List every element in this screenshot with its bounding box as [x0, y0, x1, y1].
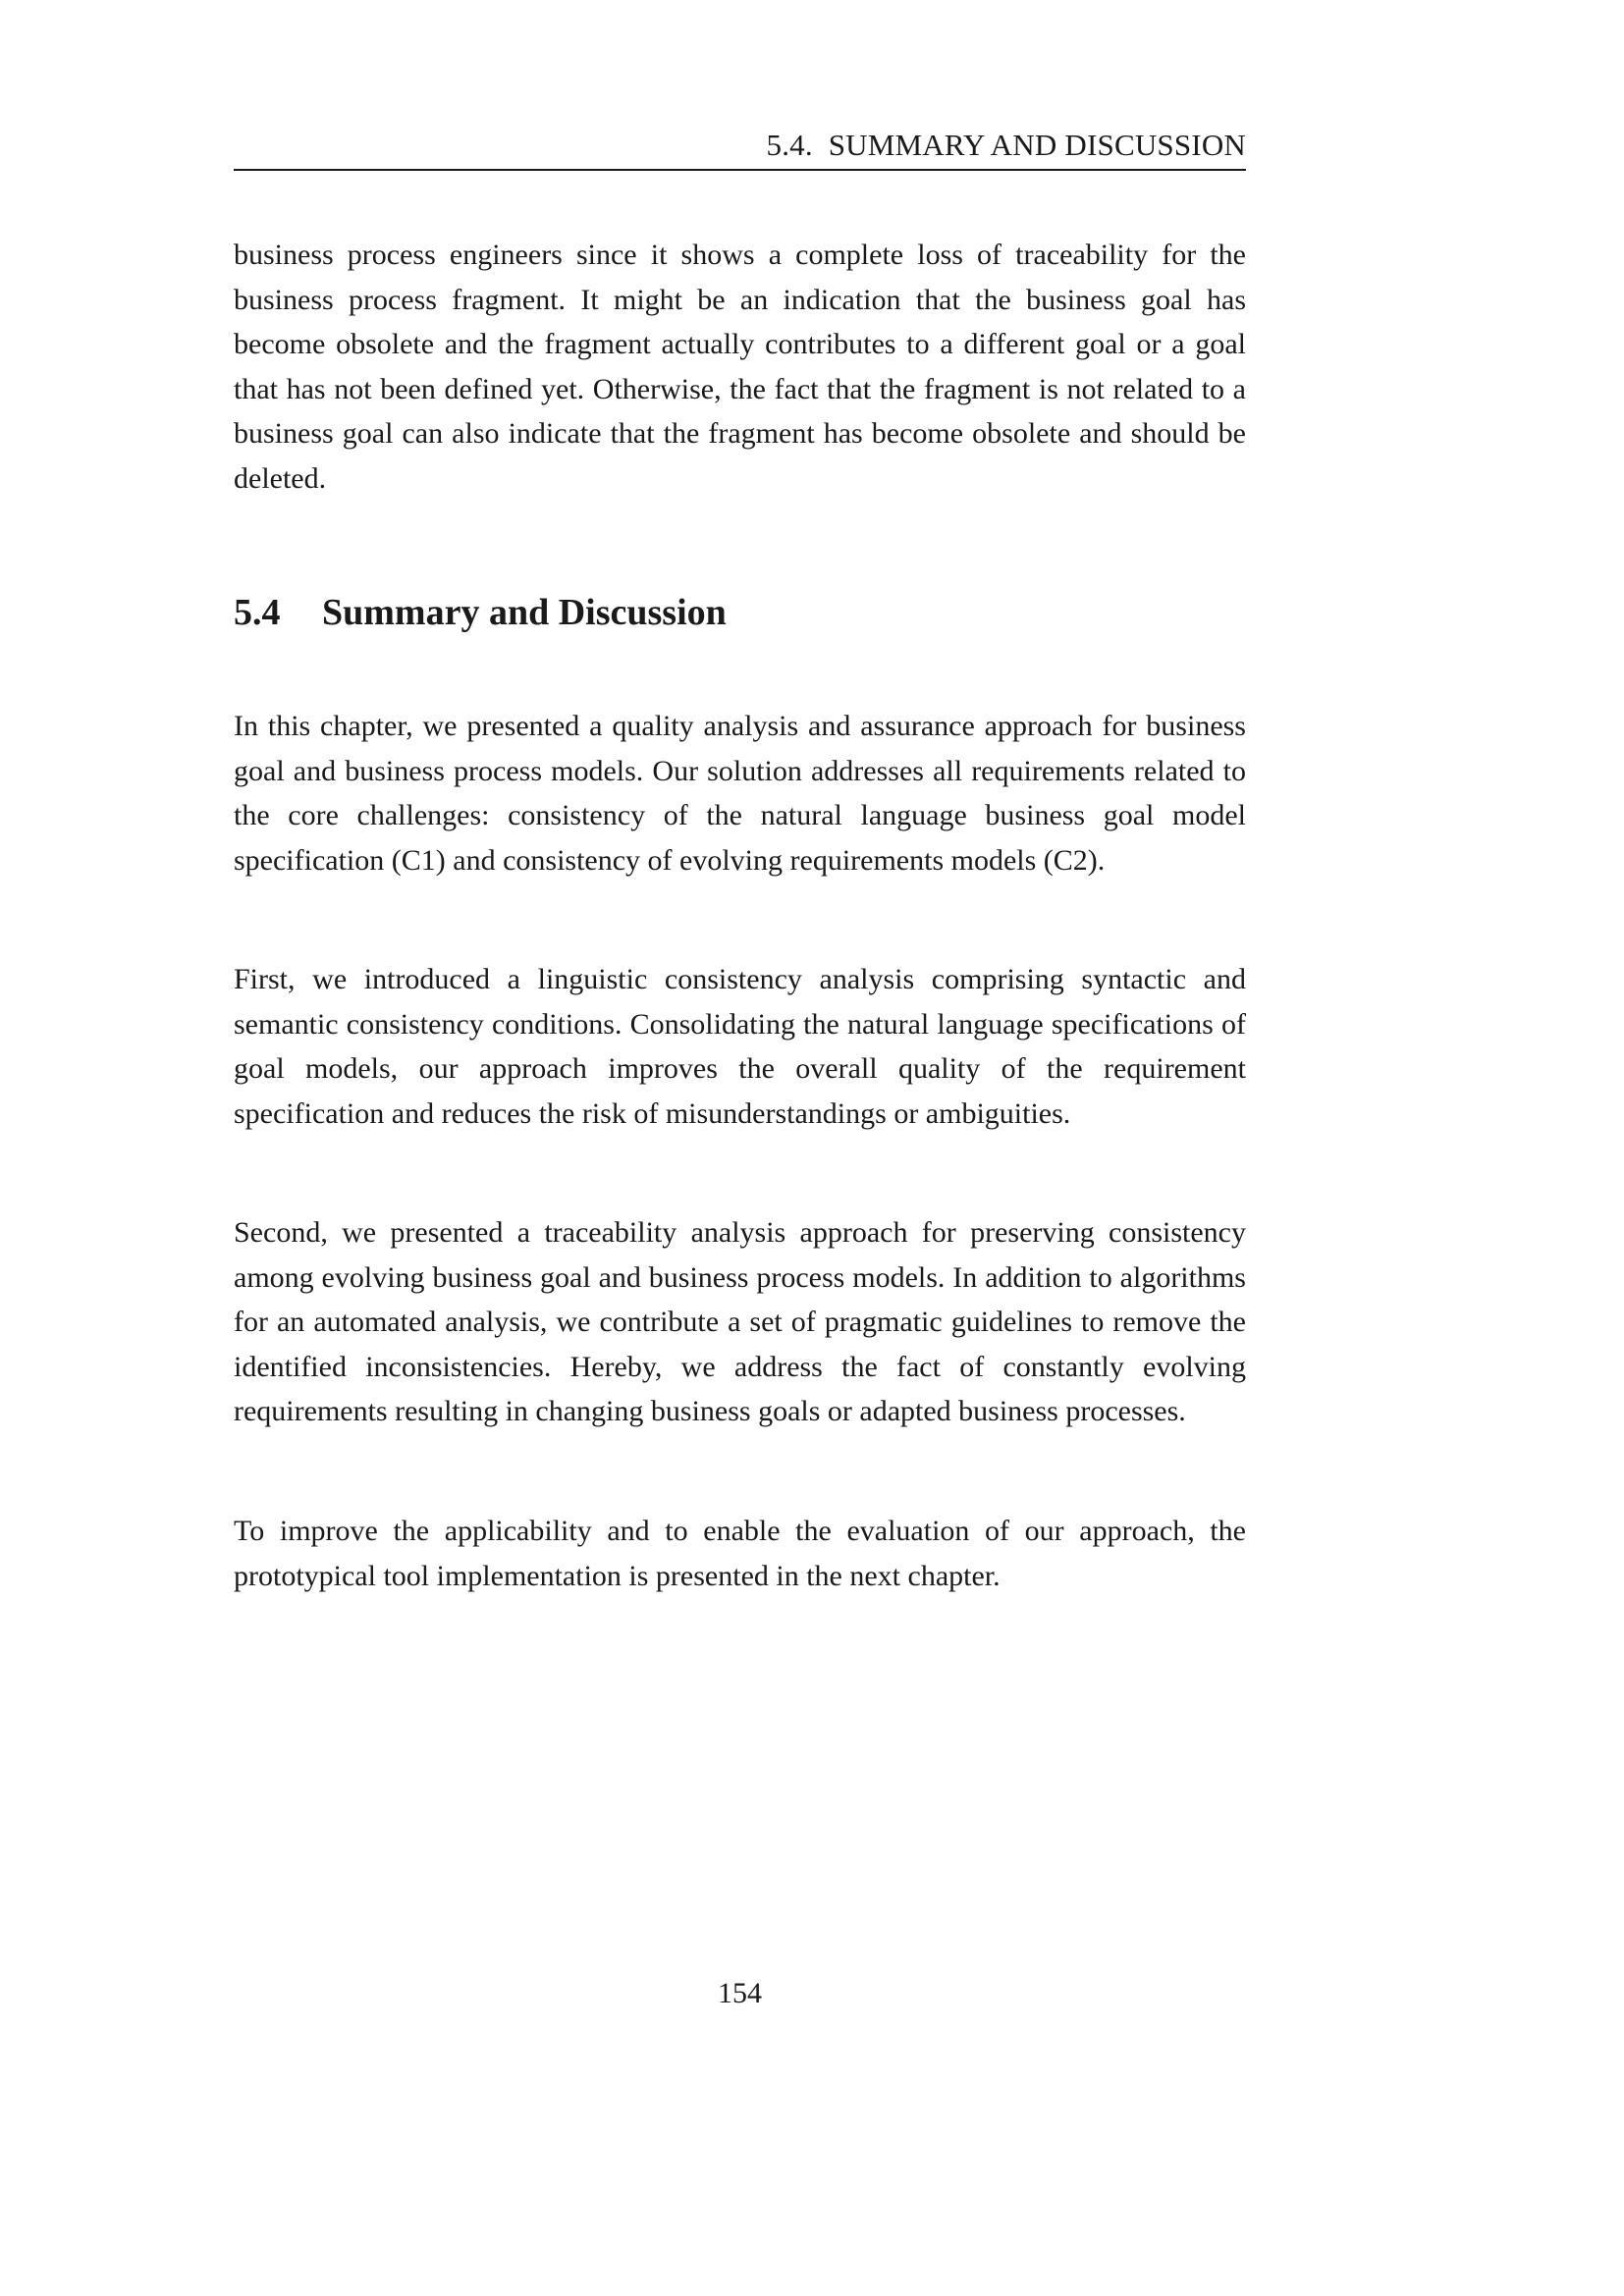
section-number: 5.4 [234, 592, 281, 633]
section-heading [234, 587, 727, 638]
paragraph-1: In this chapter, we presented a quality analysis and assurance approach for business goal and business process models. Our solution addresses all requirements related to the core challenges: consistency of the natural language business goal model specification (C1) and consistency of evolving requirements models (C2). [234, 710, 1246, 877]
page-number: 154 [718, 1977, 762, 2009]
paragraph-2: First, we introduced a linguistic consistency analysis comprising syntactic and semantic consistency conditions. Consolidating the natural language specifications of goal models, our approach improves the overall quality of the requirement specification and reduces the risk of misunderstandings or ambiguities. [234, 963, 1246, 1130]
continued-paragraph: business process engineers since it shows a complete loss of traceability for the business process fragment. It might be an indication that the business goal has become obsolete and the fragment actually contributes to a different goal or a goal that has not been defined yet. Otherwise, the fact that the fragment is not related to a business goal can also indicate that the fragment has become obsolete and should be deleted. [234, 239, 1246, 495]
paragraph-3: Second, we presented a traceability analysis approach for preserving consistency among evolving business goal and business process models. In addition to algorithms for an automated analysis, we contribute a set of pragmatic guidelines to remove the identified inconsistencies. Hereby, we address the fact of constantly evolving requirements resulting in changing business goals or adapted business processes. [234, 1216, 1246, 1428]
running-header: 5.4. SUMMARY AND DISCUSSION [766, 128, 1246, 162]
document-page [234, 0, 1246, 2296]
header-rule [234, 169, 1246, 171]
section-title: Summary and Discussion [322, 592, 727, 633]
paragraph-4: To improve the applicability and to enable the evaluation of our approach, the prototypical tool implementation is presented in the next chapter. [234, 1515, 1246, 1592]
